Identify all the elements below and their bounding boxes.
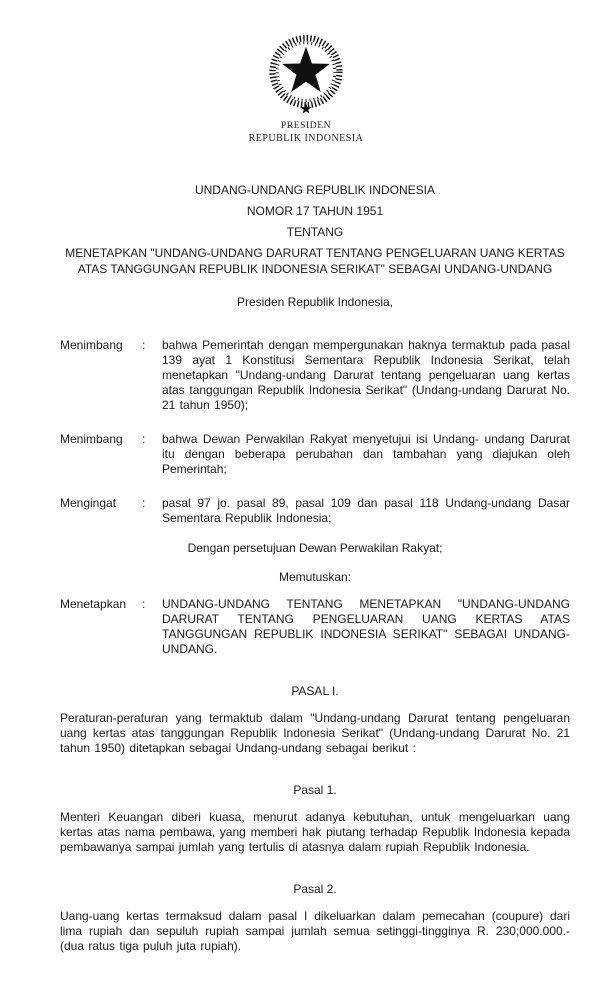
clause-label: Menimbang bbox=[60, 338, 123, 352]
article-pasal-1 bbox=[60, 783, 570, 855]
preamble-clauses bbox=[60, 338, 570, 526]
clause-colon: : bbox=[142, 597, 146, 611]
letterhead bbox=[0, 0, 612, 145]
clause-label: Menetapkan bbox=[60, 597, 127, 611]
presidential-seal-emblem bbox=[264, 34, 348, 116]
star-icon bbox=[282, 47, 330, 92]
letterhead-presiden-label: PRESIDEN bbox=[280, 121, 332, 131]
title-tentang-line: TENTANG bbox=[286, 225, 344, 239]
clause-label: Menimbang bbox=[60, 432, 123, 446]
letterhead-republik-label: REPUBLIK INDONESIA bbox=[248, 133, 364, 144]
article-body: Uang-uang kertas termaksud dalam pasal I dikeluarkan dalam pemecahan (coupure) dari lima rupiah dan sepuluh rupiah sampai jumlah semua setinggi-tingginya R. 230;000.000.- (dua ratus tiga puluh juta rupiah). bbox=[60, 909, 570, 953]
article-pasal-I bbox=[60, 684, 570, 756]
article-heading: Pasal 2. bbox=[293, 882, 337, 896]
clause-text: pasal 97 jo. pasal 89, pasal 109 dan pasal 118 Undang-undang Dasar Sementara Republik Indonesia; bbox=[162, 496, 570, 525]
clause-menimbang-2 bbox=[60, 432, 570, 477]
article-pasal-2 bbox=[60, 882, 570, 954]
clause-menetapkan bbox=[60, 597, 570, 657]
clause-text: bahwa Dewan Perwakilan Rakyat menyetujui isi Undang- undang Darurat itu dengan beberapa perubahan dan tambahan yang diajukan oleh Pemerintah; bbox=[162, 432, 570, 476]
clause-text: UNDANG-UNDANG TENTANG MENETAPKAN "UNDANG-UNDANG DARURAT TENTANG PENGELUARAN UANG KERTAS ATAS TANGGUNGAN REPUBLIK INDONESIA SERIKAT" SEBAGAI UNDANG-UNDANG. bbox=[162, 597, 570, 656]
clause-colon: : bbox=[142, 432, 146, 446]
memutuskan-heading: Memutuskan: bbox=[278, 570, 352, 584]
salutation: Presiden Republik Indonesia, bbox=[236, 295, 394, 309]
article-body: Peraturan-peraturan yang termaktub dalam "Undang-undang Darurat tentang pengeluaran uang kertas atas tanggungan Republik Indonesia Serikat" (Undang-undang Darurat No. 21 tahun 1950) ditetapkan sebagai Undang-undang sebagai berikut : bbox=[60, 711, 570, 755]
article-heading: PASAL I. bbox=[291, 684, 339, 698]
document-body bbox=[0, 183, 612, 954]
article-body: Menteri Keuangan diberi kuasa, menurut adanya kebutuhan, untuk mengeluarkan uang kertas atas nama pembawa, yang memberi hak piutang terhadap Republik Indonesia kepada pembawanya sampai jumlah yang tertulis di atasnya dalam rupiah Republik Indonesia. bbox=[60, 810, 570, 854]
clause-colon: : bbox=[142, 496, 146, 510]
title-line-1: UNDANG-UNDANG REPUBLIK INDONESIA bbox=[194, 183, 436, 197]
document-title-block bbox=[60, 183, 570, 277]
agreement-line: Dengan persetujuan Dewan Perwakilan Rakyat; bbox=[187, 541, 443, 555]
clause-label: Mengingat bbox=[60, 496, 117, 510]
title-subject-line: MENETAPKAN "UNDANG-UNDANG DARURAT TENTANG PENGELUARAN UANG KERTAS ATAS TANGGUNGAN REPUBLIK INDONESIA SERIKAT" SEBAGAI UNDANG-UNDANG bbox=[65, 246, 565, 276]
clause-colon: : bbox=[142, 338, 146, 352]
clause-mengingat bbox=[60, 496, 570, 526]
clause-menimbang-1 bbox=[60, 338, 570, 413]
article-heading: Pasal 1. bbox=[293, 783, 337, 797]
title-number-line: NOMOR 17 TAHUN 1951 bbox=[246, 204, 384, 218]
clause-text: bahwa Pemerintah dengan mempergunakan haknya termaktub pada pasal 139 ayat 1 Konstitusi Sementara Republik Indonesia Serikat, telah menetapkan "Undang-undang Darurat tentang pengeluaran uang kertas atas tanggungan Republik Indonesia Serikat" (Undang-undang Darurat No. 21 tahun 1950); bbox=[162, 338, 570, 412]
